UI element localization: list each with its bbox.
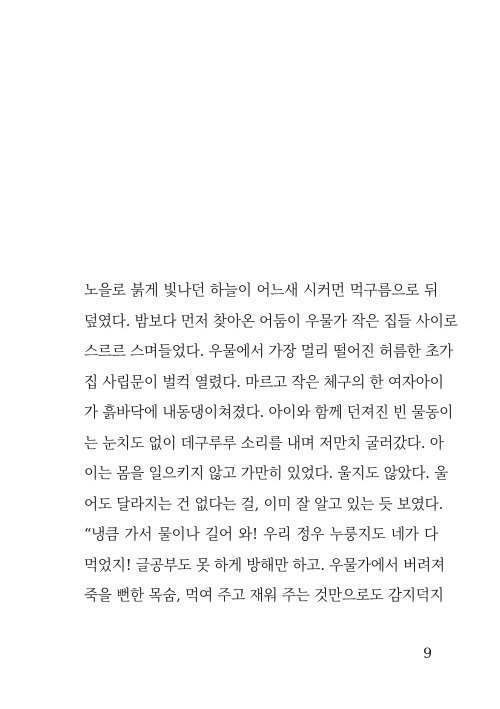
text-line-1: 노을로 붉게 빛나던 하늘이 어느새 시커먼 먹구름으로 뒤 (84, 282, 438, 299)
page-number: 9 (423, 646, 432, 662)
text-line-5: 가 흙바닥에 내동댕이쳐졌다. 아이와 함께 던져진 빈 물동이 (84, 404, 454, 421)
text-line-11: 죽을 뻔한 목숨, 먹여 주고 재워 주는 것만으로도 감지덕지 (84, 587, 444, 604)
text-line-8: 어도 달라지는 건 없다는 걸, 이미 잘 알고 있는 듯 보였다. (84, 495, 444, 513)
text-line-4: 집 사립문이 벌컥 열렸다. 마르고 작은 체구의 한 여자아이 (84, 373, 444, 391)
text-line-7: 이는 몸을 일으키지 않고 가만히 있었다. 울지도 않았다. 울 (84, 465, 449, 482)
text-line-9: “냉큼 가서 물이나 길어 와! 우리 정우 누룽지도 네가 다 (84, 526, 438, 543)
body-text (84, 276, 458, 612)
text-line-6: 는 눈치도 없이 데구루루 소리를 내며 저만치 굴러갔다. 아 (84, 434, 444, 452)
text-line-10: 먹었지! 글공부도 못 하게 방해만 하고. 우물가에서 버려져 (84, 556, 445, 574)
text-line-2: 덮였다. 밤보다 먼저 찾아온 어둠이 우물가 작은 집들 사이로 (84, 312, 458, 330)
text-line-3: 스르르 스며들었다. 우물에서 가장 멀리 떨어진 허름한 초가 (84, 343, 454, 360)
